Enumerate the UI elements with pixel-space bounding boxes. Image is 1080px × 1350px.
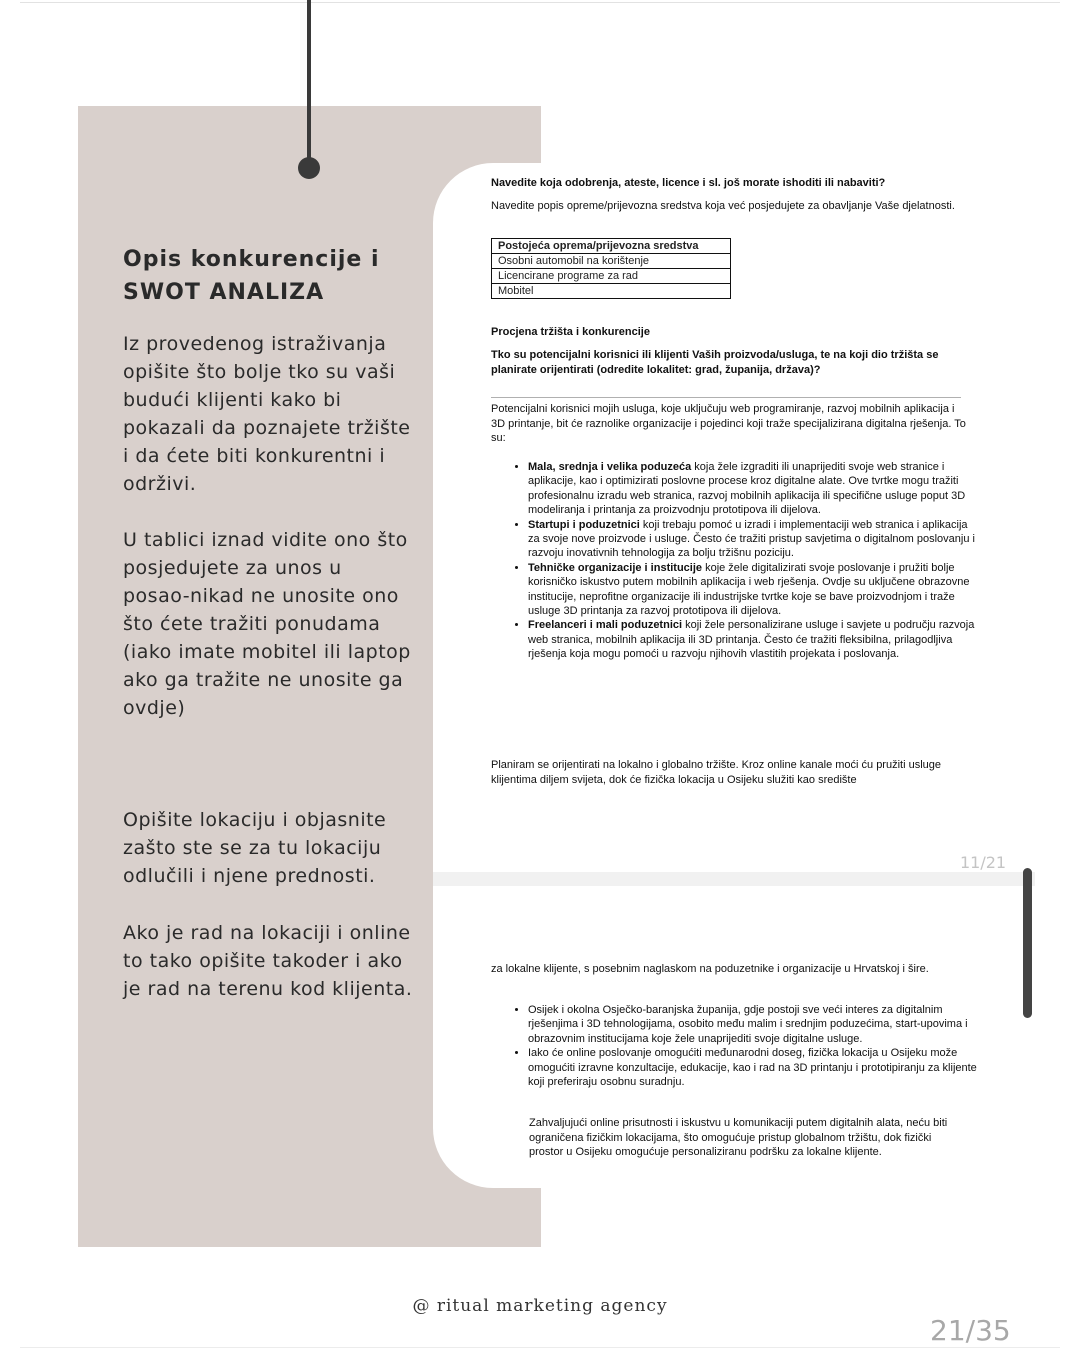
page-separator: [433, 872, 1035, 886]
instruction-table: U tablici iznad vidite ono što posjedujete za unos u posao-nikad ne unosite ono što ćete tražiti ponudama (iako imate mobitel ili laptop ako ga tražite ne unosite ga ovdje): [123, 529, 411, 719]
list-item-bold: Freelanceri i mali poduzetnici: [528, 619, 683, 632]
clients-list: [510, 460, 978, 662]
top-divider: [20, 2, 1060, 3]
list-item-text: koji trebaju pomoć u izradi i implementaciji web stranica i aplikacija za svoje nove proizvode i usluge. Često će tražiti pristup savjetima o digitalnom poslovanju i razvoju inovativnih tehnologija za bolju tržišnu poziciju.: [528, 518, 975, 560]
list-item-text: koji žele personalizirane usluge i savjete u području razvoja web stranica, mobilnih aplikacija ili 3D printanja. Često će tražiti fleksibilna, prilagodljiva rješenja koja mogu pomoći u razvoju njihovih vlastitih projekata i poslovanja.: [528, 619, 975, 661]
instruction-clients: Iz provedenog istraživanja opišite što bolje tko su vaši budući klijenti kako bi pokazali da poznajete tržište i da ćete biti konkurentni i održivi.: [123, 333, 411, 495]
market-heading: Procjena tržišta i konkurencije: [491, 326, 650, 338]
list-item-bold: Mala, srednja i velika poduzeća: [528, 461, 692, 473]
document-scrollbar[interactable]: [1023, 868, 1032, 1018]
list-item-bold: Tehničke organizacije i institucije: [528, 561, 703, 574]
list-item: [528, 460, 978, 518]
instruction-online: Ako je rad na lokaciji i online to tako opišite takoder i ako je rad na terenu kod klijenta.: [123, 922, 413, 1000]
equipment-table-header: Postojeća oprema/prijevozna sredstva: [492, 239, 731, 254]
list-item: [528, 518, 978, 561]
equipment-row: Mobitel: [492, 284, 731, 299]
list-item: [528, 618, 978, 661]
plan-continuation: za lokalne klijente, s posebnim naglaskom na poduzetnike i organizacije u Hrvatskoj i šire.: [491, 963, 929, 975]
clients-intro: Potencijalni korisnici mojih usluga, koje uključuju web programiranje, razvoj mobilnih aplikacija i 3D printanje, bit će raznolike organizacije i pojedinci koji traže specijalizirana digitalna rješenja. To su:: [491, 403, 966, 444]
online-note: Zahvaljujući online prisutnosti i iskustvu u komunikaciji putem digitalnih alata, neću biti ograničena fizičkim lokacijama, što omogućuje pristup globalnom tržištu, dok fizički prostor u Osijeku omogućuje personaliziranu podršku za lokalne klijente.: [529, 1117, 948, 1158]
list-item-text: koja žele izgraditi ili unaprijediti svoje web stranice i aplikacije, kao i optimizirati poslovne procese kroz digitalne alate. Ove tvrtke mogu tražiti profesionalnu izradu web stranica, razvoj mobilnih aplikacija ili specifične usluge poput 3D modeliranja i printanja za proizvodnju prototipova ili dijelova.: [528, 461, 966, 517]
hanging-dot: [298, 157, 320, 179]
answer-rule: [491, 397, 961, 398]
list-item: • Iako će online poslovanje omogućiti međunarodni doseg, fizička lokacija u Osijeku može omogućiti izravne konzultacije, edukacije, kao i rad na 3D printanju i prototipiranju za klijente koji preferiraju osobnu suradnju.: [528, 1046, 978, 1089]
heading-line-1: Opis konkurencije i: [123, 247, 380, 272]
slide-pager: 21/35: [930, 1314, 1011, 1347]
location-list: [510, 1003, 978, 1089]
instruction-location: Opišite lokaciju i objasnite zašto ste se za tu lokaciju odlučili i njene prednosti.: [123, 809, 387, 887]
hanging-line: [307, 0, 311, 165]
equipment-prompt: Navedite popis opreme/prijevozna sredstva koja već posjedujete za obavljanje Vaše djelatnosti.: [491, 200, 955, 212]
list-item: • Osijek i okolna Osječko-baranjska županija, gdje postoji sve veći interes za digitalnim rješenjima i 3D tehnologijama, osobito među malim i srednjim poduzećima, start-upovima i obrazovnim institucijama koje žele unaprijediti svoje digitalne usluge.: [528, 1003, 978, 1046]
section-heading: [123, 243, 413, 309]
equipment-row: Licencirane programe za rad: [492, 269, 731, 284]
list-item: [528, 561, 978, 619]
equipment-row: Osobni automobil na korištenje: [492, 254, 731, 269]
heading-line-2: SWOT ANALIZA: [123, 280, 325, 305]
equipment-table: [491, 238, 731, 299]
market-question: Tko su potencijalni korisnici ili klijenti Vaših proizvoda/usluga, te na koji dio tržišta se planirate orijentirati (odredite lokalitet: grad, županija, država)?: [491, 349, 939, 376]
market-plan: Planiram se orijentirati na lokalno i globalno tržište. Kroz online kanale moći ću pružiti usluge klijentima diljem svijeta, dok će fizička lokacija u Osijeku služiti kao središte: [491, 759, 942, 786]
approvals-question: Navedite koja odobrenja, ateste, licence i sl. još morate ishoditi ili nabaviti?: [491, 177, 886, 189]
list-item-text: koje žele digitalizirati svoje poslovanje i pružiti bolje korisničko iskustvo putem mobilnih aplikacija i web rješenja. Ovdje su uključene obrazovne institucije, neprofitne organizacije ili industrijske tvrtke koje se bave proizvodnjom i traže usluge 3D printanja za razvoj prototipova ili dijelova.: [528, 561, 970, 618]
bottom-divider: [20, 1347, 1060, 1348]
brand-footer: @ ritual marketing agency: [412, 1296, 668, 1316]
document-page-indicator: 11/21: [960, 853, 1007, 872]
list-item-bold: Startupi i poduzetnici: [528, 518, 640, 531]
